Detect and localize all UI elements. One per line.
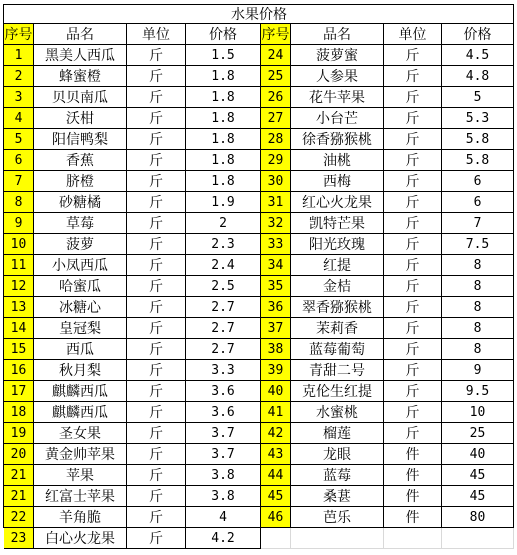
row-name: 芭乐 [291,507,384,528]
row-index: 20 [4,444,34,465]
row-unit: 斤 [384,360,442,381]
empty-cell [384,528,442,549]
row-index: 15 [4,339,34,360]
row-name: 西瓜 [34,339,127,360]
row-name: 菠萝 [34,234,127,255]
row-index: 13 [4,297,34,318]
row-name: 白心火龙果 [34,528,127,549]
row-name: 克伦生红提 [291,381,384,402]
row-name: 桑葚 [291,486,384,507]
row-price: 9 [442,360,514,381]
row-unit: 件 [384,486,442,507]
row-price: 8 [442,339,514,360]
row-name: 沃柑 [34,108,127,129]
row-name: 凯特芒果 [291,213,384,234]
row-name: 麒麟西瓜 [34,402,127,423]
row-price: 80 [442,507,514,528]
row-price: 4.8 [442,66,514,87]
row-price: 6 [442,192,514,213]
row-unit: 斤 [127,45,186,66]
row-index: 23 [4,528,34,549]
row-unit: 斤 [384,402,442,423]
row-index: 40 [261,381,291,402]
row-unit: 斤 [384,297,442,318]
empty-cell [291,528,384,549]
row-index: 5 [4,129,34,150]
row-price: 5 [442,87,514,108]
row-unit: 斤 [384,234,442,255]
row-unit: 斤 [384,66,442,87]
header-price: 价格 [442,24,514,45]
row-price: 45 [442,486,514,507]
row-price: 4.2 [186,528,261,549]
row-price: 7.5 [442,234,514,255]
row-name: 冰糖心 [34,297,127,318]
row-price: 5.8 [442,129,514,150]
row-unit: 斤 [384,45,442,66]
row-price: 2.7 [186,318,261,339]
row-name: 圣女果 [34,423,127,444]
row-unit: 斤 [127,150,186,171]
row-price: 10 [442,402,514,423]
row-index: 19 [4,423,34,444]
row-price: 3.7 [186,444,261,465]
row-unit: 斤 [127,87,186,108]
row-name: 黄金帅苹果 [34,444,127,465]
row-price: 1.8 [186,108,261,129]
row-unit: 斤 [127,444,186,465]
header-name: 品名 [34,24,127,45]
row-index: 26 [261,87,291,108]
row-unit: 斤 [384,318,442,339]
row-unit: 斤 [127,171,186,192]
row-name: 蜂蜜橙 [34,66,127,87]
row-index: 1 [4,45,34,66]
row-index: 44 [261,465,291,486]
row-name: 红提 [291,255,384,276]
row-price: 8 [442,297,514,318]
row-name: 哈蜜瓜 [34,276,127,297]
row-index: 34 [261,255,291,276]
row-unit: 件 [384,465,442,486]
row-price: 3.6 [186,381,261,402]
empty-cell [261,528,291,549]
row-index: 43 [261,444,291,465]
row-price: 8 [442,276,514,297]
row-name: 苹果 [34,465,127,486]
row-name: 皇冠梨 [34,318,127,339]
row-price: 1.8 [186,171,261,192]
row-index: 31 [261,192,291,213]
row-price: 5.8 [442,150,514,171]
row-index: 16 [4,360,34,381]
row-index: 37 [261,318,291,339]
row-index: 8 [4,192,34,213]
row-name: 羊角脆 [34,507,127,528]
row-index: 33 [261,234,291,255]
row-unit: 斤 [127,423,186,444]
table-title: 水果价格 [4,5,514,24]
row-price: 3.8 [186,465,261,486]
row-price: 3.3 [186,360,261,381]
row-unit: 斤 [384,423,442,444]
row-price: 1.5 [186,45,261,66]
row-name: 蓝莓 [291,465,384,486]
row-index: 29 [261,150,291,171]
row-name: 阳光玫瑰 [291,234,384,255]
row-index: 11 [4,255,34,276]
row-price: 3.8 [186,486,261,507]
row-name: 徐香猕猴桃 [291,129,384,150]
row-index: 17 [4,381,34,402]
row-unit: 斤 [384,171,442,192]
row-unit: 斤 [127,360,186,381]
row-price: 8 [442,318,514,339]
row-unit: 斤 [127,465,186,486]
row-name: 青甜二号 [291,360,384,381]
row-name: 麒麟西瓜 [34,381,127,402]
row-index: 9 [4,213,34,234]
row-unit: 件 [384,444,442,465]
row-index: 25 [261,66,291,87]
row-index: 12 [4,276,34,297]
row-unit: 斤 [127,528,186,549]
row-price: 40 [442,444,514,465]
row-unit: 斤 [127,108,186,129]
row-name: 西梅 [291,171,384,192]
row-unit: 斤 [127,507,186,528]
header-unit: 单位 [384,24,442,45]
row-name: 菠萝蜜 [291,45,384,66]
row-name: 草莓 [34,213,127,234]
row-unit: 件 [384,507,442,528]
row-unit: 斤 [127,234,186,255]
row-price: 2 [186,213,261,234]
row-index: 27 [261,108,291,129]
row-price: 8 [442,255,514,276]
row-name: 脐橙 [34,171,127,192]
row-index: 32 [261,213,291,234]
row-unit: 斤 [384,87,442,108]
row-unit: 斤 [127,339,186,360]
row-price: 1.9 [186,192,261,213]
header-price: 价格 [186,24,261,45]
row-price: 9.5 [442,381,514,402]
row-name: 花牛苹果 [291,87,384,108]
row-name: 人参果 [291,66,384,87]
row-index: 7 [4,171,34,192]
row-index: 22 [4,507,34,528]
row-index: 21 [4,465,34,486]
row-name: 茉莉香 [291,318,384,339]
row-unit: 斤 [127,129,186,150]
row-index: 38 [261,339,291,360]
row-unit: 斤 [384,213,442,234]
row-name: 黑美人西瓜 [34,45,127,66]
row-unit: 斤 [384,192,442,213]
row-name: 油桃 [291,150,384,171]
header-index: 序号 [261,24,291,45]
row-price: 1.8 [186,87,261,108]
row-index: 46 [261,507,291,528]
row-price: 4.5 [442,45,514,66]
row-name: 砂糖橘 [34,192,127,213]
row-price: 45 [442,465,514,486]
row-index: 42 [261,423,291,444]
row-index: 36 [261,297,291,318]
row-price: 4 [186,507,261,528]
row-name: 红心火龙果 [291,192,384,213]
row-name: 榴莲 [291,423,384,444]
row-name: 红富士苹果 [34,486,127,507]
header-index: 序号 [4,24,34,45]
row-index: 30 [261,171,291,192]
row-price: 2.4 [186,255,261,276]
row-price: 2.3 [186,234,261,255]
row-name: 香蕉 [34,150,127,171]
row-price: 2.7 [186,339,261,360]
row-index: 10 [4,234,34,255]
row-index: 41 [261,402,291,423]
row-index: 6 [4,150,34,171]
header-unit: 单位 [127,24,186,45]
row-unit: 斤 [127,213,186,234]
row-name: 龙眼 [291,444,384,465]
row-unit: 斤 [127,486,186,507]
row-price: 7 [442,213,514,234]
row-price: 1.8 [186,66,261,87]
row-unit: 斤 [384,150,442,171]
row-unit: 斤 [384,381,442,402]
row-name: 小台芒 [291,108,384,129]
row-unit: 斤 [384,276,442,297]
row-price: 3.7 [186,423,261,444]
row-price: 6 [442,171,514,192]
row-index: 18 [4,402,34,423]
row-index: 3 [4,87,34,108]
row-unit: 斤 [127,255,186,276]
row-price: 1.8 [186,150,261,171]
row-index: 2 [4,66,34,87]
row-price: 2.5 [186,276,261,297]
empty-cell [442,528,514,549]
row-price: 5.3 [442,108,514,129]
row-index: 21 [4,486,34,507]
row-name: 贝贝南瓜 [34,87,127,108]
row-index: 4 [4,108,34,129]
row-name: 水蜜桃 [291,402,384,423]
row-index: 35 [261,276,291,297]
row-name: 阳信鸭梨 [34,129,127,150]
row-unit: 斤 [384,255,442,276]
row-unit: 斤 [127,276,186,297]
row-price: 2.7 [186,297,261,318]
row-index: 14 [4,318,34,339]
row-index: 28 [261,129,291,150]
row-index: 39 [261,360,291,381]
row-name: 秋月梨 [34,360,127,381]
row-unit: 斤 [127,66,186,87]
row-price: 1.8 [186,129,261,150]
row-name: 蓝莓葡萄 [291,339,384,360]
row-name: 金桔 [291,276,384,297]
row-index: 45 [261,486,291,507]
row-index: 24 [261,45,291,66]
row-unit: 斤 [127,402,186,423]
row-unit: 斤 [127,381,186,402]
row-name: 翠香猕猴桃 [291,297,384,318]
row-unit: 斤 [384,129,442,150]
row-price: 3.6 [186,402,261,423]
header-name: 品名 [291,24,384,45]
row-unit: 斤 [384,108,442,129]
row-price: 25 [442,423,514,444]
row-name: 小凤西瓜 [34,255,127,276]
row-unit: 斤 [127,297,186,318]
row-unit: 斤 [127,318,186,339]
row-unit: 斤 [384,339,442,360]
row-unit: 斤 [127,192,186,213]
